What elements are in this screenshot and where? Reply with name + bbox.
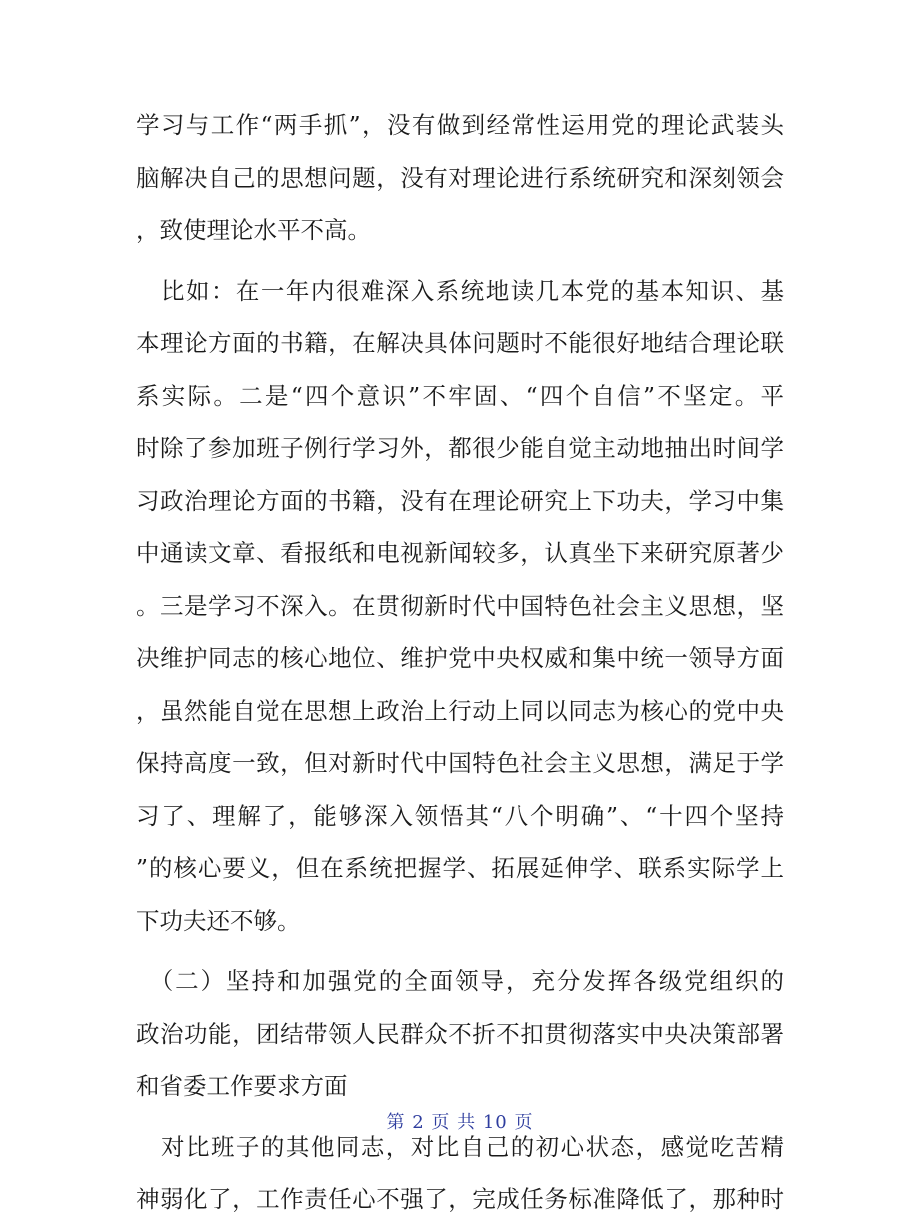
text-line: 下功夫还不够。 [136,906,301,935]
text-line: 系实际。二是“四个意识”不牢固、“四个自信”不坚定。平 [136,381,784,410]
text-line: （二）坚持和加强党的全面领导，充分发挥各级党组织的 [136,967,784,995]
text-line: 决维护同志的核心地位、维护党中央权威和集中统一领导方面 [136,644,784,672]
text-line: 保持高度一致，但对新时代中国特色社会主义思想，满足于学 [136,749,784,777]
text-line: 时除了参加班子例行学习外，都很少能自觉主动地抽出时间学 [136,434,784,462]
paragraph-3 [136,955,784,1113]
text-line: 中通读文章、看报纸和电视新闻较多，认真坐下来研究原著少 [136,539,784,567]
text-line: 脑解决自己的思想问题，没有对理论进行系统研究和深刻领会 [136,163,784,192]
text-line: ”的核心要义，但在系统把握学、拓展延伸学、联系实际学上 [136,854,784,882]
page-number-footer: 第 2 页 共 10 页 [386,1112,534,1133]
text-line: 政治功能，团结带领人民群众不折不扣贯彻落实中央决策部署 [136,1019,784,1048]
paragraph-1 [136,99,784,257]
paragraph-4 [136,1121,784,1226]
text-line: 学习与工作“两手抓”，没有做到经常性运用党的理论武装头 [136,111,784,139]
paragraph-2 [136,265,784,948]
text-line: 习政治理论方面的书籍，没有在理论研究上下功夫，学习中集 [136,486,784,515]
text-line: ，致使理论水平不高。 [136,216,371,244]
text-line: 对比班子的其他同志，对比自己的初心状态，感觉吃苦精 [136,1132,784,1161]
text-line: 神弱化了，工作责任心不强了，完成任务标准降低了，那种时 [136,1185,784,1213]
text-line: 。三是学习不深入。在贯彻新时代中国特色社会主义思想，坚 [136,591,784,620]
text-line: ，虽然能自觉在思想上政治上行动上同以同志为核心的党中央 [136,696,784,725]
text-line: 比如：在一年内很难深入系统地读几本党的基本知识、基 [136,276,784,305]
text-line: 本理论方面的书籍，在解决具体问题时不能很好地结合理论联 [136,329,784,357]
text-line: 和省委工作要求方面 [136,1072,348,1100]
text-line: 习了、理解了，能够深入领悟其“八个明确”、“十四个坚持 [136,801,784,830]
document-body [136,99,784,1226]
